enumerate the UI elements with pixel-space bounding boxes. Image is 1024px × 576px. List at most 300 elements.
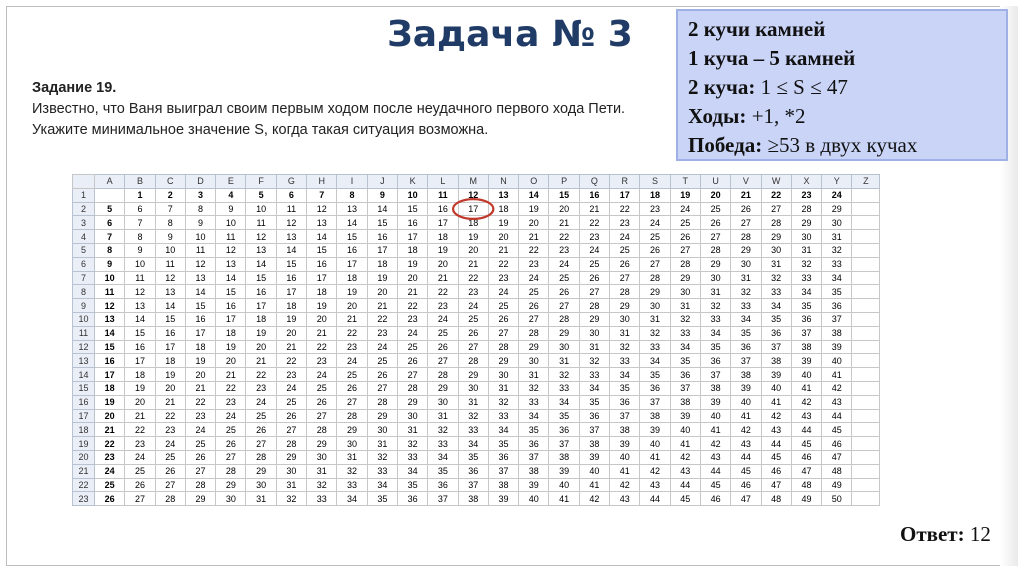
sheet-cell[interactable]: 35 xyxy=(367,492,397,506)
sheet-cell[interactable]: 44 xyxy=(761,437,791,451)
column-header[interactable]: F xyxy=(246,175,276,189)
sheet-cell[interactable]: 26 xyxy=(216,437,246,451)
sheet-cell[interactable]: 28 xyxy=(610,285,640,299)
sheet-cell[interactable]: 36 xyxy=(731,340,761,354)
sheet-cell[interactable]: 30 xyxy=(822,216,852,230)
sheet-cell[interactable]: 35 xyxy=(731,326,761,340)
sheet-cell[interactable]: 43 xyxy=(610,492,640,506)
sheet-cell[interactable]: 19 xyxy=(397,257,427,271)
sheet-cell[interactable]: 18 xyxy=(640,188,670,202)
row-header[interactable]: 7 xyxy=(73,271,95,285)
sheet-cell[interactable]: 24 xyxy=(397,326,427,340)
sheet-cell[interactable]: 25 xyxy=(337,368,367,382)
sheet-cell[interactable]: 38 xyxy=(700,381,730,395)
sheet-cell[interactable]: 24 xyxy=(488,285,518,299)
sheet-cell[interactable]: 14 xyxy=(125,312,155,326)
row-header[interactable]: 16 xyxy=(73,395,95,409)
sheet-cell[interactable]: 18 xyxy=(428,230,458,244)
sheet-cell[interactable]: 38 xyxy=(488,478,518,492)
sheet-cell[interactable]: 17 xyxy=(458,202,488,216)
sheet-cell[interactable]: 15 xyxy=(307,243,337,257)
sheet-cell[interactable]: 18 xyxy=(307,285,337,299)
sheet-cell[interactable]: 22 xyxy=(246,368,276,382)
sheet-cell[interactable]: 18 xyxy=(155,354,185,368)
sheet-cell[interactable]: 49 xyxy=(822,478,852,492)
sheet-cell[interactable]: 37 xyxy=(822,312,852,326)
sheet-cell[interactable]: 28 xyxy=(579,299,609,313)
sheet-cell[interactable]: 21 xyxy=(307,326,337,340)
sheet-cell[interactable]: 17 xyxy=(428,216,458,230)
sheet-cell[interactable]: 21 xyxy=(367,299,397,313)
column-header[interactable]: Y xyxy=(822,175,852,189)
sheet-cell[interactable]: 42 xyxy=(579,492,609,506)
sheet-cell[interactable]: 16 xyxy=(397,216,427,230)
sheet-cell[interactable]: 35 xyxy=(791,299,821,313)
sheet-cell[interactable] xyxy=(852,464,880,478)
sheet-cell[interactable]: 43 xyxy=(761,423,791,437)
sheet-cell[interactable]: 28 xyxy=(791,202,821,216)
sheet-cell[interactable]: 26 xyxy=(367,368,397,382)
sheet-cell[interactable]: 25 xyxy=(155,450,185,464)
sheet-cell[interactable]: 17 xyxy=(276,285,306,299)
sheet-cell[interactable]: 42 xyxy=(670,450,700,464)
sheet-cell[interactable]: 29 xyxy=(670,271,700,285)
sheet-cell[interactable]: 13 xyxy=(125,299,155,313)
sheet-cell[interactable]: 35 xyxy=(428,464,458,478)
sheet-cell[interactable] xyxy=(852,326,880,340)
sheet-cell[interactable]: 19 xyxy=(428,243,458,257)
column-header[interactable]: D xyxy=(185,175,215,189)
sheet-cell[interactable]: 11 xyxy=(185,243,215,257)
sheet-cell[interactable]: 8 xyxy=(185,202,215,216)
sheet-cell[interactable]: 7 xyxy=(125,216,155,230)
sheet-cell[interactable]: 12 xyxy=(276,216,306,230)
sheet-cell[interactable]: 24 xyxy=(640,216,670,230)
column-header[interactable]: K xyxy=(397,175,427,189)
sheet-cell[interactable]: 19 xyxy=(125,381,155,395)
sheet-cell[interactable]: 6 xyxy=(276,188,306,202)
sheet-cell[interactable]: 26 xyxy=(700,216,730,230)
sheet-cell[interactable]: 14 xyxy=(367,202,397,216)
sheet-cell[interactable]: 19 xyxy=(185,354,215,368)
sheet-cell[interactable]: 13 xyxy=(488,188,518,202)
sheet-cell[interactable]: 20 xyxy=(95,409,125,423)
sheet-cell[interactable] xyxy=(852,437,880,451)
sheet-cell[interactable]: 22 xyxy=(276,354,306,368)
sheet-cell[interactable]: 29 xyxy=(761,230,791,244)
sheet-cell[interactable]: 35 xyxy=(700,340,730,354)
sheet-cell[interactable]: 39 xyxy=(519,478,549,492)
sheet-cell[interactable]: 17 xyxy=(185,326,215,340)
sheet-cell[interactable]: 17 xyxy=(337,257,367,271)
sheet-cell[interactable]: 27 xyxy=(367,381,397,395)
sheet-cell[interactable]: 20 xyxy=(458,243,488,257)
sheet-cell[interactable]: 40 xyxy=(761,381,791,395)
sheet-cell[interactable]: 35 xyxy=(458,450,488,464)
sheet-cell[interactable]: 31 xyxy=(458,395,488,409)
sheet-cell[interactable]: 21 xyxy=(95,423,125,437)
sheet-cell[interactable]: 29 xyxy=(397,395,427,409)
sheet-cell[interactable]: 48 xyxy=(761,492,791,506)
sheet-cell[interactable]: 46 xyxy=(761,464,791,478)
sheet-cell[interactable]: 30 xyxy=(579,326,609,340)
column-header[interactable]: R xyxy=(610,175,640,189)
sheet-cell[interactable]: 27 xyxy=(276,423,306,437)
sheet-cell[interactable]: 16 xyxy=(246,285,276,299)
sheet-cell[interactable]: 41 xyxy=(731,409,761,423)
sheet-cell[interactable]: 39 xyxy=(640,423,670,437)
sheet-cell[interactable]: 27 xyxy=(519,312,549,326)
row-header[interactable]: 4 xyxy=(73,230,95,244)
sheet-cell[interactable]: 5 xyxy=(95,202,125,216)
sheet-cell[interactable]: 26 xyxy=(458,326,488,340)
sheet-cell[interactable]: 34 xyxy=(337,492,367,506)
sheet-cell[interactable]: 29 xyxy=(367,409,397,423)
sheet-cell[interactable]: 24 xyxy=(428,312,458,326)
sheet-cell[interactable]: 35 xyxy=(761,312,791,326)
sheet-cell[interactable]: 23 xyxy=(397,312,427,326)
sheet-cell[interactable]: 39 xyxy=(488,492,518,506)
sheet-cell[interactable]: 25 xyxy=(125,464,155,478)
sheet-cell[interactable]: 25 xyxy=(640,230,670,244)
sheet-cell[interactable]: 39 xyxy=(791,354,821,368)
sheet-cell[interactable]: 20 xyxy=(307,312,337,326)
sheet-cell[interactable]: 34 xyxy=(579,381,609,395)
sheet-cell[interactable]: 29 xyxy=(216,478,246,492)
sheet-cell[interactable]: 23 xyxy=(185,409,215,423)
sheet-cell[interactable]: 27 xyxy=(458,340,488,354)
sheet-cell[interactable]: 15 xyxy=(337,230,367,244)
sheet-cell[interactable]: 16 xyxy=(95,354,125,368)
sheet-cell[interactable]: 9 xyxy=(125,243,155,257)
sheet-cell[interactable]: 22 xyxy=(367,312,397,326)
sheet-cell[interactable]: 47 xyxy=(731,492,761,506)
sheet-cell[interactable]: 24 xyxy=(95,464,125,478)
sheet-cell[interactable]: 26 xyxy=(610,257,640,271)
sheet-cell[interactable]: 13 xyxy=(155,285,185,299)
sheet-cell[interactable]: 20 xyxy=(488,230,518,244)
sheet-cell[interactable] xyxy=(852,354,880,368)
sheet-cell[interactable]: 30 xyxy=(640,299,670,313)
sheet-cell[interactable]: 15 xyxy=(276,257,306,271)
sheet-cell[interactable]: 46 xyxy=(700,492,730,506)
sheet-cell[interactable]: 37 xyxy=(791,326,821,340)
column-header[interactable]: Q xyxy=(579,175,609,189)
sheet-cell[interactable]: 19 xyxy=(670,188,700,202)
sheet-cell[interactable]: 32 xyxy=(549,368,579,382)
sheet-cell[interactable]: 18 xyxy=(185,340,215,354)
row-header[interactable]: 11 xyxy=(73,326,95,340)
sheet-cell[interactable] xyxy=(852,285,880,299)
sheet-cell[interactable]: 28 xyxy=(700,243,730,257)
sheet-cell[interactable]: 37 xyxy=(761,340,791,354)
sheet-cell[interactable]: 30 xyxy=(670,285,700,299)
sheet-cell[interactable]: 27 xyxy=(731,216,761,230)
sheet-cell[interactable]: 31 xyxy=(791,243,821,257)
sheet-cell[interactable]: 36 xyxy=(670,368,700,382)
sheet-cell[interactable]: 28 xyxy=(155,492,185,506)
sheet-cell[interactable]: 30 xyxy=(731,257,761,271)
sheet-cell[interactable]: 13 xyxy=(216,257,246,271)
sheet-cell[interactable]: 28 xyxy=(367,395,397,409)
sheet-cell[interactable]: 23 xyxy=(791,188,821,202)
sheet-cell[interactable]: 34 xyxy=(428,450,458,464)
sheet-cell[interactable]: 39 xyxy=(761,368,791,382)
sheet-cell[interactable]: 29 xyxy=(610,299,640,313)
sheet-cell[interactable]: 24 xyxy=(458,299,488,313)
sheet-cell[interactable]: 15 xyxy=(367,216,397,230)
sheet-cell[interactable]: 29 xyxy=(579,312,609,326)
sheet-cell[interactable]: 25 xyxy=(670,216,700,230)
sheet-cell[interactable]: 27 xyxy=(700,230,730,244)
sheet-cell[interactable]: 23 xyxy=(367,326,397,340)
sheet-cell[interactable]: 36 xyxy=(519,437,549,451)
sheet-cell[interactable]: 31 xyxy=(488,381,518,395)
sheet-cell[interactable]: 21 xyxy=(216,368,246,382)
column-header[interactable]: A xyxy=(95,175,125,189)
sheet-cell[interactable]: 33 xyxy=(731,299,761,313)
row-header[interactable]: 5 xyxy=(73,243,95,257)
sheet-cell[interactable]: 36 xyxy=(791,312,821,326)
sheet-cell[interactable]: 28 xyxy=(307,423,337,437)
sheet-cell[interactable]: 15 xyxy=(155,312,185,326)
sheet-cell[interactable]: 50 xyxy=(822,492,852,506)
sheet-cell[interactable]: 8 xyxy=(337,188,367,202)
sheet-cell[interactable]: 23 xyxy=(246,381,276,395)
row-header[interactable]: 17 xyxy=(73,409,95,423)
sheet-cell[interactable]: 23 xyxy=(488,271,518,285)
sheet-cell[interactable]: 30 xyxy=(761,243,791,257)
sheet-cell[interactable]: 19 xyxy=(458,230,488,244)
sheet-cell[interactable]: 23 xyxy=(428,299,458,313)
sheet-cell[interactable]: 15 xyxy=(397,202,427,216)
row-header[interactable]: 14 xyxy=(73,368,95,382)
sheet-cell[interactable]: 24 xyxy=(246,395,276,409)
row-header[interactable]: 9 xyxy=(73,299,95,313)
sheet-cell[interactable]: 26 xyxy=(246,423,276,437)
sheet-cell[interactable]: 33 xyxy=(337,478,367,492)
sheet-cell[interactable]: 34 xyxy=(640,354,670,368)
sheet-cell[interactable]: 34 xyxy=(731,312,761,326)
sheet-cell[interactable]: 26 xyxy=(337,381,367,395)
sheet-cell[interactable]: 31 xyxy=(822,230,852,244)
sheet-cell[interactable]: 35 xyxy=(822,285,852,299)
sheet-cell[interactable]: 21 xyxy=(397,285,427,299)
sheet-cell[interactable]: 44 xyxy=(822,409,852,423)
sheet-cell[interactable]: 22 xyxy=(397,299,427,313)
sheet-cell[interactable]: 44 xyxy=(791,423,821,437)
sheet-cell[interactable]: 20 xyxy=(700,188,730,202)
sheet-cell[interactable]: 28 xyxy=(337,409,367,423)
sheet-cell[interactable]: 43 xyxy=(731,437,761,451)
sheet-cell[interactable]: 13 xyxy=(307,216,337,230)
sheet-cell[interactable]: 33 xyxy=(610,354,640,368)
sheet-cell[interactable]: 27 xyxy=(125,492,155,506)
sheet-cell[interactable]: 19 xyxy=(246,326,276,340)
sheet-cell[interactable]: 21 xyxy=(337,312,367,326)
sheet-cell[interactable]: 25 xyxy=(185,437,215,451)
sheet-cell[interactable]: 23 xyxy=(579,230,609,244)
sheet-cell[interactable]: 25 xyxy=(428,326,458,340)
sheet-cell[interactable]: 26 xyxy=(579,271,609,285)
sheet-cell[interactable]: 28 xyxy=(488,340,518,354)
row-header[interactable]: 10 xyxy=(73,312,95,326)
sheet-cell[interactable]: 19 xyxy=(155,368,185,382)
sheet-cell[interactable]: 8 xyxy=(155,216,185,230)
sheet-cell[interactable]: 31 xyxy=(276,478,306,492)
sheet-cell[interactable]: 22 xyxy=(95,437,125,451)
row-header[interactable]: 18 xyxy=(73,423,95,437)
sheet-cell[interactable]: 23 xyxy=(549,243,579,257)
sheet-cell[interactable]: 11 xyxy=(95,285,125,299)
sheet-cell[interactable]: 25 xyxy=(519,285,549,299)
column-header[interactable]: B xyxy=(125,175,155,189)
sheet-cell[interactable]: 29 xyxy=(791,216,821,230)
sheet-cell[interactable]: 39 xyxy=(700,395,730,409)
sheet-cell[interactable]: 30 xyxy=(700,271,730,285)
sheet-cell[interactable]: 26 xyxy=(428,340,458,354)
sheet-cell[interactable]: 30 xyxy=(216,492,246,506)
sheet-cell[interactable]: 25 xyxy=(276,395,306,409)
sheet-cell[interactable]: 31 xyxy=(700,285,730,299)
sheet-cell[interactable] xyxy=(852,202,880,216)
sheet-cell[interactable]: 33 xyxy=(428,437,458,451)
sheet-cell[interactable]: 29 xyxy=(185,492,215,506)
sheet-cell[interactable]: 40 xyxy=(610,450,640,464)
row-header[interactable]: 22 xyxy=(73,478,95,492)
sheet-cell[interactable]: 24 xyxy=(337,354,367,368)
sheet-cell[interactable]: 42 xyxy=(761,409,791,423)
sheet-cell[interactable]: 30 xyxy=(397,409,427,423)
sheet-cell[interactable]: 28 xyxy=(731,230,761,244)
sheet-cell[interactable]: 31 xyxy=(610,326,640,340)
column-header[interactable]: E xyxy=(216,175,246,189)
sheet-cell[interactable]: 36 xyxy=(397,492,427,506)
sheet-cell[interactable]: 20 xyxy=(246,340,276,354)
sheet-cell[interactable]: 32 xyxy=(488,395,518,409)
sheet-cell[interactable] xyxy=(852,492,880,506)
sheet-cell[interactable]: 33 xyxy=(458,423,488,437)
sheet-cell[interactable]: 22 xyxy=(488,257,518,271)
sheet-cell[interactable]: 47 xyxy=(791,464,821,478)
sheet-cell[interactable]: 37 xyxy=(640,395,670,409)
sheet-cell[interactable]: 27 xyxy=(670,243,700,257)
sheet-cell[interactable]: 39 xyxy=(731,381,761,395)
sheet-cell[interactable]: 37 xyxy=(488,464,518,478)
sheet-cell[interactable]: 37 xyxy=(519,450,549,464)
sheet-cell[interactable]: 23 xyxy=(337,340,367,354)
sheet-cell[interactable]: 15 xyxy=(216,285,246,299)
row-header[interactable]: 20 xyxy=(73,450,95,464)
sheet-cell[interactable]: 27 xyxy=(185,464,215,478)
sheet-cell[interactable]: 24 xyxy=(155,437,185,451)
sheet-cell[interactable]: 12 xyxy=(216,243,246,257)
sheet-cell[interactable]: 47 xyxy=(822,450,852,464)
sheet-cell[interactable]: 21 xyxy=(579,202,609,216)
sheet-cell[interactable]: 31 xyxy=(670,299,700,313)
sheet-cell[interactable]: 33 xyxy=(822,257,852,271)
sheet-cell[interactable]: 22 xyxy=(185,395,215,409)
sheet-cell[interactable]: 24 xyxy=(307,368,337,382)
sheet-cell[interactable]: 25 xyxy=(700,202,730,216)
sheet-cell[interactable]: 14 xyxy=(216,271,246,285)
sheet-cell[interactable] xyxy=(852,450,880,464)
sheet-cell[interactable]: 33 xyxy=(579,368,609,382)
column-header[interactable]: H xyxy=(307,175,337,189)
sheet-cell[interactable]: 15 xyxy=(246,271,276,285)
sheet-cell[interactable]: 48 xyxy=(822,464,852,478)
sheet-cell[interactable]: 40 xyxy=(822,354,852,368)
sheet-cell[interactable]: 31 xyxy=(579,340,609,354)
sheet-cell[interactable]: 27 xyxy=(307,409,337,423)
sheet-cell[interactable]: 24 xyxy=(125,450,155,464)
sheet-cell[interactable]: 7 xyxy=(155,202,185,216)
sheet-cell[interactable]: 25 xyxy=(367,354,397,368)
sheet-cell[interactable]: 20 xyxy=(276,326,306,340)
sheet-cell[interactable]: 43 xyxy=(670,464,700,478)
sheet-cell[interactable]: 17 xyxy=(367,243,397,257)
sheet-cell[interactable]: 32 xyxy=(791,257,821,271)
sheet-cell[interactable]: 27 xyxy=(216,450,246,464)
sheet-cell[interactable]: 28 xyxy=(397,381,427,395)
sheet-cell[interactable]: 34 xyxy=(822,271,852,285)
sheet-cell[interactable]: 33 xyxy=(791,271,821,285)
sheet-cell[interactable]: 17 xyxy=(246,299,276,313)
sheet-cell[interactable]: 13 xyxy=(246,243,276,257)
sheet-cell[interactable]: 16 xyxy=(216,299,246,313)
sheet-cell[interactable]: 41 xyxy=(822,368,852,382)
sheet-cell[interactable]: 32 xyxy=(579,354,609,368)
sheet-cell[interactable]: 6 xyxy=(125,202,155,216)
row-header[interactable]: 1 xyxy=(73,188,95,202)
sheet-cell[interactable]: 24 xyxy=(579,243,609,257)
sheet-cell[interactable]: 30 xyxy=(519,354,549,368)
sheet-cell[interactable]: 46 xyxy=(791,450,821,464)
sheet-cell[interactable]: 31 xyxy=(640,312,670,326)
sheet-cell[interactable]: 25 xyxy=(216,423,246,437)
sheet-cell[interactable]: 43 xyxy=(700,450,730,464)
sheet-cell[interactable]: 23 xyxy=(519,257,549,271)
row-header[interactable]: 8 xyxy=(73,285,95,299)
sheet-cell[interactable]: 10 xyxy=(155,243,185,257)
sheet-cell[interactable]: 36 xyxy=(822,299,852,313)
sheet-cell[interactable]: 12 xyxy=(185,257,215,271)
sheet-cell[interactable]: 28 xyxy=(458,354,488,368)
sheet-cell[interactable]: 17 xyxy=(216,312,246,326)
sheet-cell[interactable]: 39 xyxy=(822,340,852,354)
sheet-cell[interactable]: 34 xyxy=(458,437,488,451)
sheet-cell[interactable]: 41 xyxy=(610,464,640,478)
column-header[interactable]: V xyxy=(731,175,761,189)
sheet-cell[interactable]: 29 xyxy=(700,257,730,271)
sheet-cell[interactable]: 31 xyxy=(337,450,367,464)
sheet-cell[interactable]: 4 xyxy=(216,188,246,202)
column-header[interactable]: G xyxy=(276,175,306,189)
sheet-cell[interactable]: 30 xyxy=(610,312,640,326)
sheet-cell[interactable]: 30 xyxy=(428,395,458,409)
sheet-cell[interactable]: 6 xyxy=(95,216,125,230)
column-header[interactable]: L xyxy=(428,175,458,189)
sheet-cell[interactable]: 42 xyxy=(700,437,730,451)
sheet-cell[interactable]: 9 xyxy=(95,257,125,271)
sheet-cell[interactable]: 31 xyxy=(367,437,397,451)
sheet-cell[interactable]: 36 xyxy=(488,450,518,464)
sheet-cell[interactable] xyxy=(852,340,880,354)
sheet-cell[interactable]: 26 xyxy=(397,354,427,368)
column-header[interactable]: J xyxy=(367,175,397,189)
sheet-cell[interactable]: 45 xyxy=(731,464,761,478)
sheet-cell[interactable]: 24 xyxy=(276,381,306,395)
